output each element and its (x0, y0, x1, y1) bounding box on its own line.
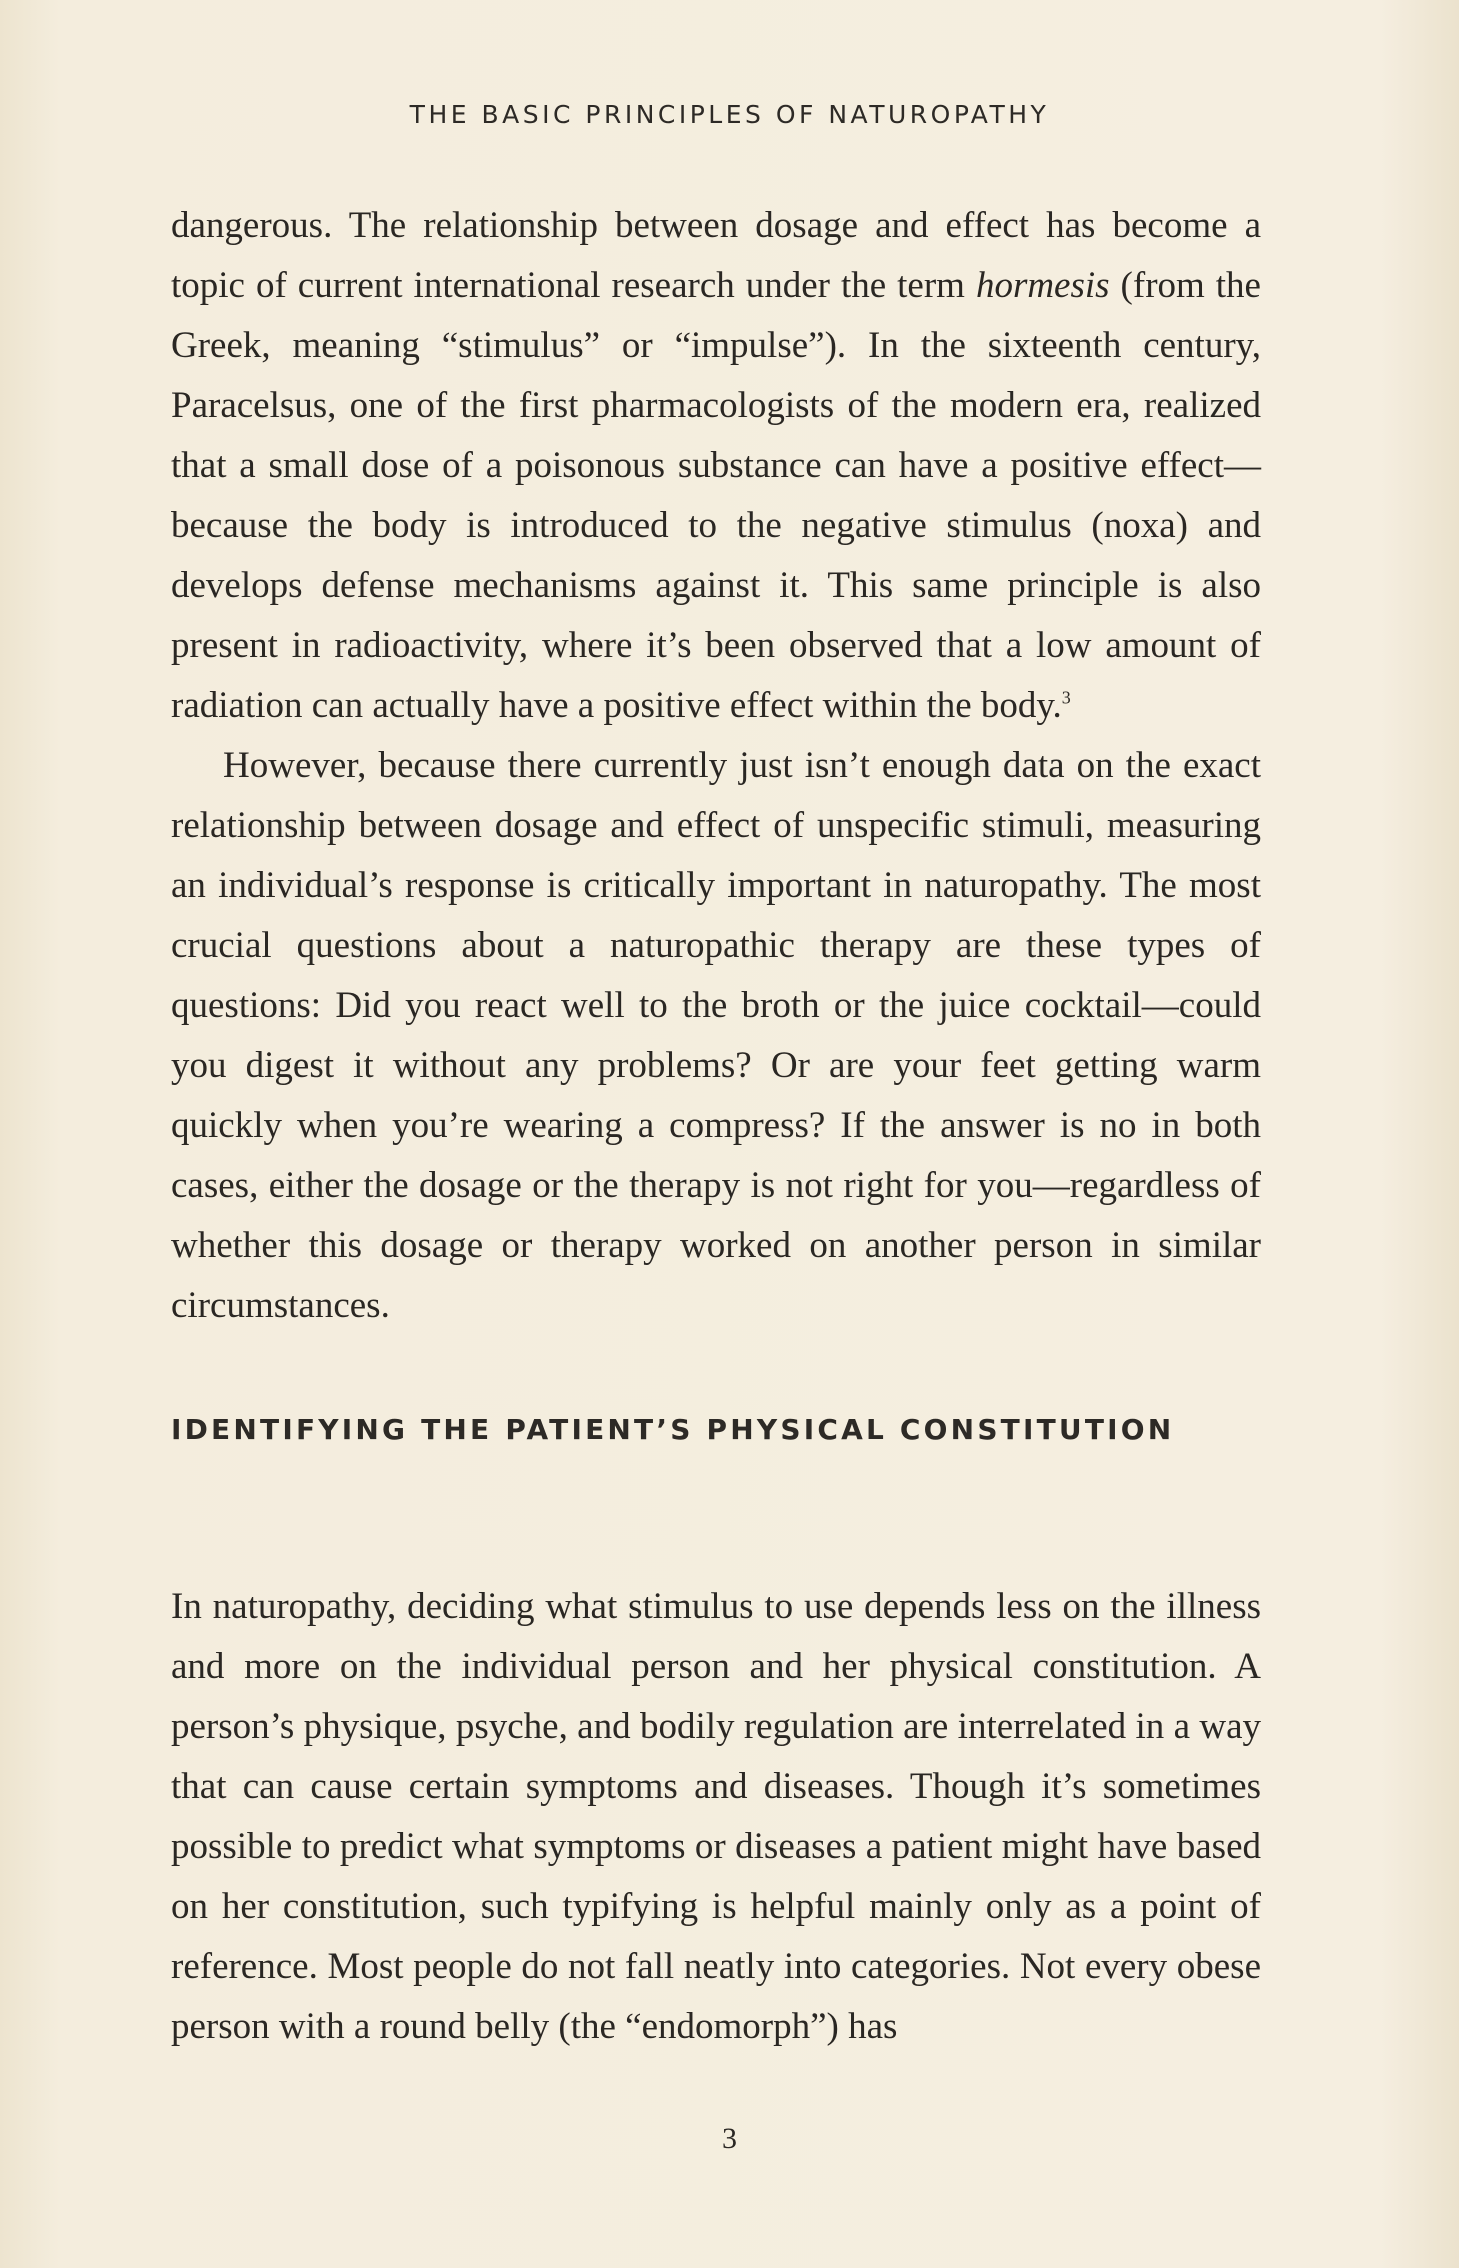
page-number: 3 (722, 2122, 737, 2155)
body-paragraph-1 (171, 196, 1261, 736)
body-paragraph-3: In naturopathy, deciding what stimulus to use depends less on the illness and more on the individual person and her physical constitution. A person’s physique, psyche, and bodily regulation are interrelated in a way that can cause certain symptoms and diseases. Though it’s sometimes possible to predict what symptoms or diseases a patient might have based on her constitution, such typifying is helpful mainly only as a point of reference. Most people do not fall neatly into categories. Not every obese person with a round belly (the “endomorph”) has (171, 1586, 1261, 2047)
section-heading: IDENTIFYING THE PATIENT’S PHYSICAL CONSTITUTION (171, 1413, 1175, 1446)
body-paragraph-2: However, because there currently just isn’t enough data on the exact relationship between dosage and effect of unspecific stimuli, measuring an individual’s response is critically important in naturopathy. The most crucial questions about a naturopathic therapy are these types of questions: Did you react well to the broth or the juice cocktail—could you digest it without any problems? Or are your feet getting warm quickly when you’re wearing a compress? If the answer is no in both cases, either the dosage or the therapy is not right for you—regardless of whether this dosage or therapy worked on another person in similar circumstances. (171, 745, 1261, 1326)
running-head: THE BASIC PRINCIPLES OF NATUROPATHY (409, 100, 1050, 129)
footnote-marker: 3 (1061, 687, 1071, 708)
paragraph-1-text-a: dangerous. The relationship between dosage and effect has become a topic of current international research under the term (171, 205, 1261, 306)
paragraph-1-italic-term: hormesis (975, 265, 1110, 306)
paragraph-1-text-b: (from the Greek, meaning “stimulus” or “impulse”). In the sixteenth century, Paracelsus, one of the first pharmacologists of the modern era, realized that a small dose of a poisonous substance can have a positive effect—because the body is introduced to the negative stimulus (noxa) and develops defense mechanisms against it. This same principle is also present in radioactivity, where it’s been observed that a low amount of radiation can actually have a positive effect within the body. (171, 265, 1261, 726)
